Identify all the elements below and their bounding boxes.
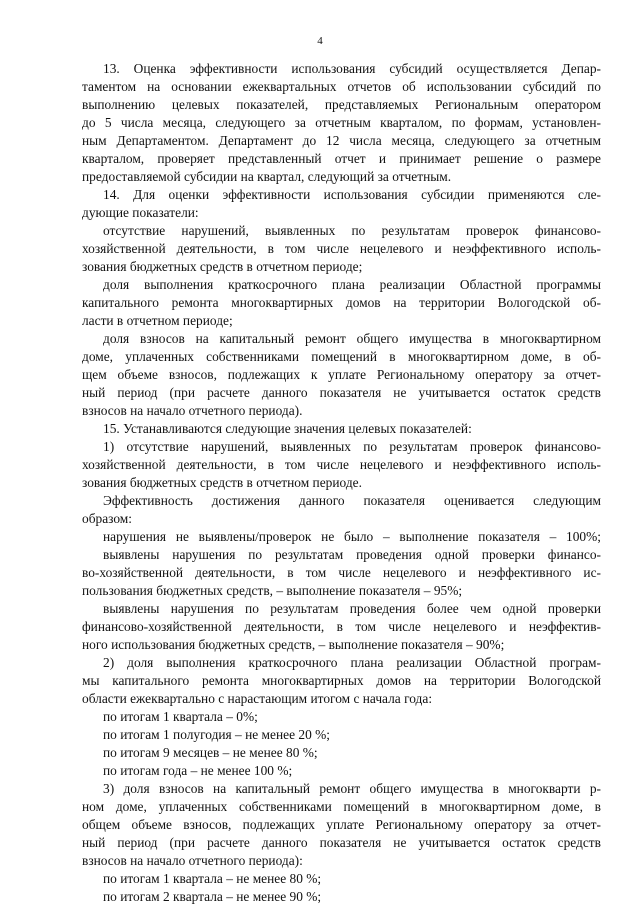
text-line: области ежеквартально с нарастающим итогом с начала года: (82, 691, 433, 706)
text-line: ный период (при расчете данного показателя не учитывается остаток средств (82, 835, 601, 850)
text-line: Эффективность достижения данного показателя оценивается следующим (103, 493, 601, 508)
text-line: по итогам 2 квартала – не менее 90 %; (103, 889, 322, 904)
text-line: взносов на начало отчетного периода). (82, 403, 303, 418)
text-line: выявлены нарушения по результатам проведения одной проверки финансо- (103, 547, 601, 562)
text-line: хозяйственной деятельности, в том числе нецелевого и неэффективного исполь- (82, 241, 601, 256)
text-line: ном доме, уплаченных собственниками помещений в многоквартирном доме, в (82, 799, 601, 814)
text-line: 13. Оценка эффективности использования субсидий осуществляется Депар- (103, 61, 601, 76)
text-line: выполнению целевых показателей, представляемых Региональным оператором (82, 97, 601, 112)
text-line: 14. Для оценки эффективности использования субсидии применяются сле- (103, 187, 601, 202)
text-line: 2) доля выполнения краткосрочного плана реализации Областной програм- (103, 655, 601, 670)
text-line: хозяйственной деятельности, в том числе нецелевого и неэффективного исполь- (82, 457, 601, 472)
page-number: 4 (317, 35, 323, 47)
text-line: ласти в отчетном периоде; (82, 313, 233, 328)
text-line: по итогам года – не менее 100 %; (103, 763, 293, 778)
text-line: общем объеме взносов, подлежащих уплате Региональному оператору за отчет- (82, 817, 601, 832)
text-line: капитального ремонта многоквартирных домов на территории Вологодской об- (82, 295, 601, 310)
text-line: доля выполнения краткосрочного плана реализации Областной программы (103, 277, 601, 292)
text-line: пользования бюджетных средств, – выполнение показателя – 95%; (82, 583, 463, 598)
text-line: выявлены нарушения по результатам проведения более чем одной проверки (103, 601, 601, 616)
text-line: по итогам 1 квартала – не менее 80 %; (103, 871, 322, 886)
text-line: образом: (82, 511, 132, 526)
text-line: мы капитального ремонта многоквартирных домов на территории Вологодской (82, 673, 601, 688)
text-line: 15. Устанавливаются следующие значения целевых показателей: (103, 421, 472, 436)
text-line: таментом на основании ежеквартальных отчетов об использовании субсидий по (82, 79, 601, 94)
text-line: по итогам 9 месяцев – не менее 80 %; (103, 745, 318, 760)
text-line: по итогам 1 квартала – 0%; (103, 709, 258, 724)
text-line: нарушения не выявлены/проверок не было – выполнение показателя – 100%; (103, 529, 601, 544)
text-line: финансово-хозяйственной деятельности, в том числе нецелевого и неэффектив- (82, 619, 601, 634)
document-body (82, 60, 601, 906)
text-line: кварталом, проверяет представленный отчет и принимает решение о размере (82, 151, 601, 166)
text-line: до 5 числа месяца, следующего за отчетным кварталом, по формам, установлен- (82, 115, 601, 130)
text-line: 1) отсутствие нарушений, выявленных по результатам проверок финансово- (103, 439, 601, 454)
text-line: взносов на начало отчетного периода): (82, 853, 303, 868)
text-line: предоставляемой субсидии на квартал, следующий за отчетным. (82, 169, 452, 184)
text-line: отсутствие нарушений, выявленных по результатам проверок финансово- (103, 223, 601, 238)
text-line: зования бюджетных средств в отчетном периоде. (82, 475, 362, 490)
text-line: ного использования бюджетных средств, – выполнение показателя – 90%; (82, 637, 505, 652)
text-line: ным Департаментом. Департамент до 12 числа месяца, следующего за отчетным (82, 133, 601, 148)
text-line: доме, уплаченных собственниками помещений в многоквартирном доме, в об- (82, 349, 601, 364)
text-line: щем объеме взносов, подлежащих к уплате Региональному оператору за отчет- (82, 367, 601, 382)
text-line: во-хозяйственной деятельности, в том числе нецелевого и неэффективного ис- (82, 565, 601, 580)
text-line: дующие показатели: (82, 205, 199, 220)
text-line: зования бюджетных средств в отчетном периоде; (82, 259, 363, 274)
text-line: 3) доля взносов на капитальный ремонт общего имущества в многокварти р- (103, 781, 601, 796)
text-line: ный период (при расчете данного показателя не учитывается остаток средств (82, 385, 601, 400)
text-line: по итогам 1 полугодия – не менее 20 %; (103, 727, 330, 742)
text-line: доля взносов на капитальный ремонт общего имущества в многоквартирном (103, 331, 601, 346)
